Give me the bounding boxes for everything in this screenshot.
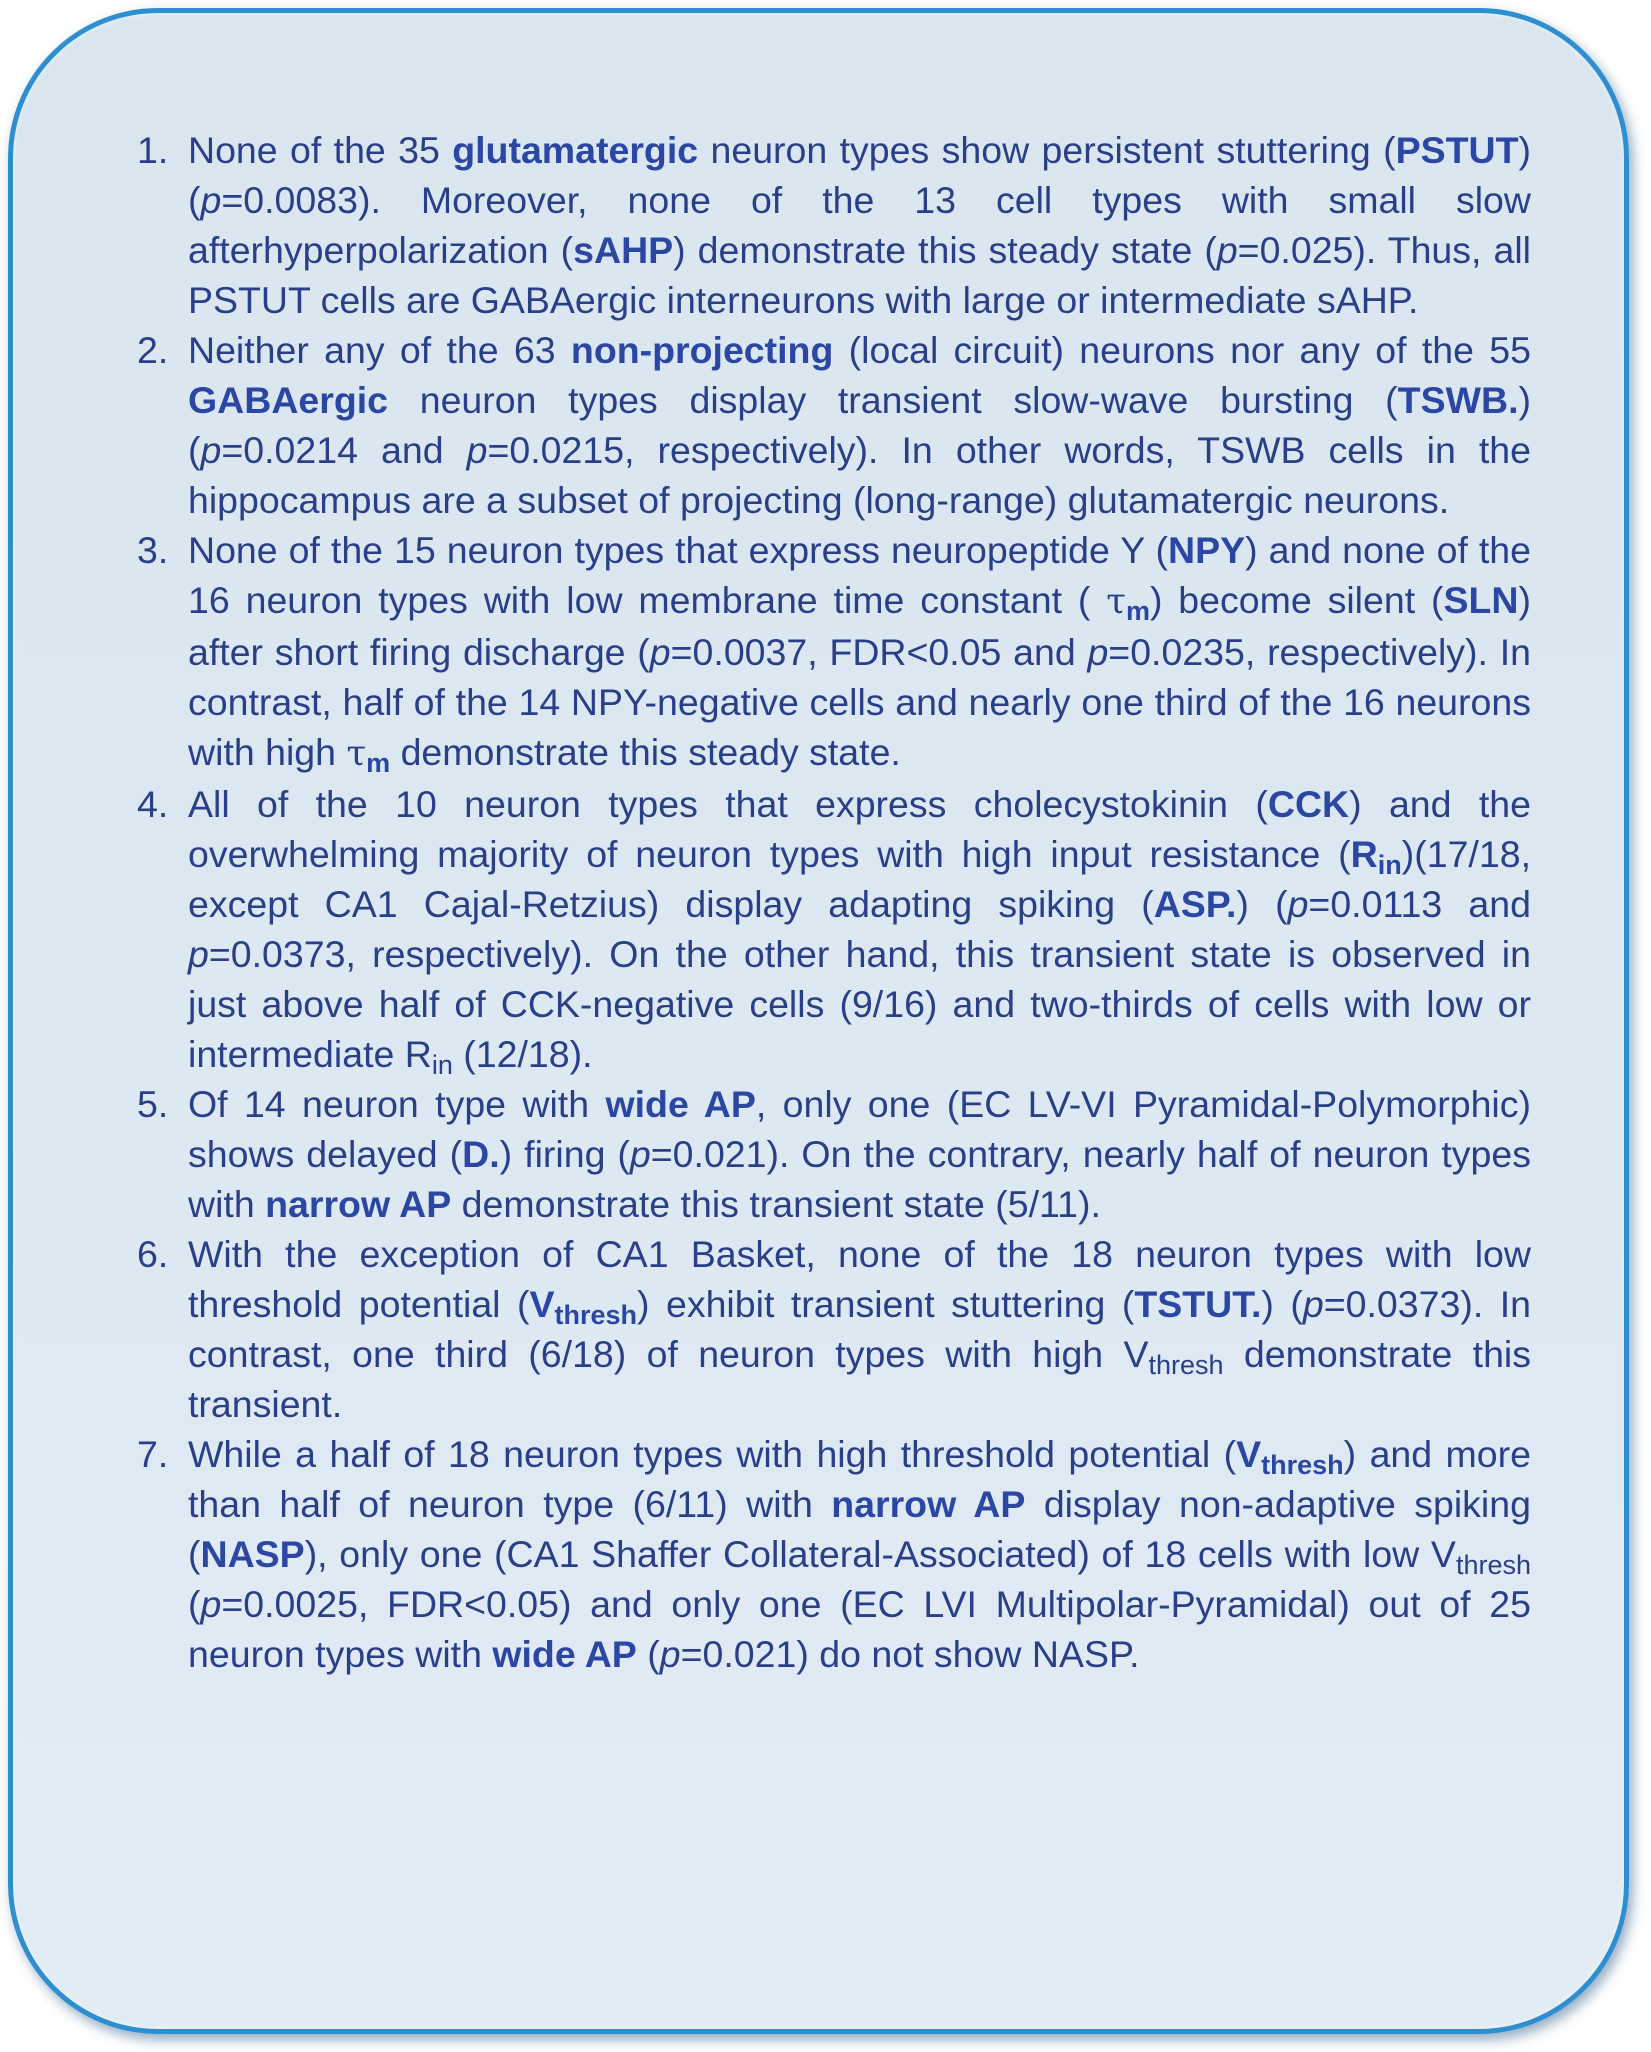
- bold-term: GABAergic: [188, 379, 389, 421]
- text-run: All of the 10 neuron types that express cholecystokinin (: [188, 783, 1268, 825]
- text-run: ) and more than half of neuron type (6/11) with: [188, 1433, 1531, 1525]
- text-run: =0.0113 and: [1308, 883, 1531, 925]
- finding-text: [188, 329, 1531, 521]
- text-run: With the exception of CA1 Basket, none of the 18 neuron types with low threshold potential (: [188, 1233, 1531, 1325]
- text-run: =0.0215, respectively). In other words, TSWB cells in the hippocampus are a subset of projecting (long-range) glutamatergic neurons.: [188, 429, 1531, 521]
- finding-number: 1.: [137, 129, 169, 171]
- subscript: m: [1125, 595, 1150, 626]
- text-run: ) (: [1261, 1283, 1303, 1325]
- text-run: None of the 15 neuron types that express neuropeptide Y (: [188, 529, 1169, 571]
- text-run: ) (: [1236, 883, 1288, 925]
- text-run: ) firing (: [499, 1133, 630, 1175]
- bold-term: sAHP: [573, 229, 674, 271]
- text-run: =0.0083). Moreover, none of the 13 cell types with small slow afterhyperpolarization (: [188, 179, 1531, 271]
- finding-number: 2.: [137, 329, 169, 371]
- text-run: , only one (EC LV-VI Pyramidal-Polymorphic) shows delayed (: [188, 1083, 1531, 1175]
- bold-term: narrow AP: [831, 1483, 1026, 1525]
- text-run: None of the 35: [188, 129, 453, 171]
- finding-number: 5.: [137, 1083, 169, 1125]
- italic-symbol: p: [1087, 631, 1109, 673]
- finding-number: 3.: [137, 529, 169, 571]
- finding-number: 4.: [137, 783, 169, 825]
- italic-symbol: p: [1302, 1283, 1324, 1325]
- text-run: Neither any of the 63: [188, 329, 571, 371]
- bold-term: TSWB.: [1397, 379, 1519, 421]
- bold-term: TSTUT.: [1134, 1283, 1262, 1325]
- text-run: ) after short firing discharge (: [188, 579, 1531, 673]
- italic-symbol: p: [200, 179, 222, 221]
- text-run: =0.0037, FDR<0.05 and: [670, 631, 1088, 673]
- text-run: ) and the overwhelming majority of neuron types with high input resistance (: [188, 783, 1531, 875]
- italic-symbol: p: [200, 429, 222, 471]
- bold-term: NASP: [200, 1533, 305, 1575]
- subscript: thresh: [1148, 1349, 1224, 1380]
- findings-card: [8, 8, 1629, 2034]
- text-run: display non-adaptive spiking (: [188, 1483, 1531, 1575]
- text-run: =0.021) do not show NASP.: [680, 1633, 1140, 1675]
- italic-symbol: p: [629, 1133, 651, 1175]
- text-run: Of 14 neuron type with: [188, 1083, 606, 1125]
- bold-term: wide AP: [605, 1083, 756, 1125]
- finding-item: [137, 1079, 1531, 1229]
- bold-term: V: [529, 1283, 555, 1325]
- tau-symbol: τ: [1106, 581, 1126, 622]
- italic-symbol: p: [466, 429, 488, 471]
- text-run: ) demonstrate this steady state (: [673, 229, 1217, 271]
- italic-symbol: p: [1287, 883, 1309, 925]
- finding-item: [137, 525, 1531, 779]
- text-run: neuron types display transient slow-wave bursting (: [388, 379, 1398, 421]
- bold-term: PSTUT: [1395, 129, 1519, 171]
- finding-text: [188, 1233, 1531, 1425]
- italic-symbol: p: [649, 631, 671, 673]
- text-run: ) (: [188, 379, 1531, 471]
- text-run: =0.0235, respectively). In contrast, half of the 14 NPY-negative cells and nearly one third of the 16 neurons with high: [188, 631, 1531, 773]
- text-run: =0.025). Thus, all PSTUT cells are GABAergic interneurons with large or intermediate sAHP.: [188, 229, 1531, 321]
- bold-term: V: [1236, 1433, 1262, 1475]
- text-run: (: [636, 1633, 660, 1675]
- text-run: While a half of 18 neuron types with high threshold potential (: [188, 1433, 1237, 1475]
- finding-item: [137, 779, 1531, 1079]
- bold-term: D.: [462, 1133, 500, 1175]
- text-run: =0.0373, respectively). On the other hand, this transient state is observed in just above half of CCK-negative cells (9/16) and two-thirds of cells with low or intermediate R: [188, 933, 1531, 1075]
- bold-term: wide AP: [492, 1633, 637, 1675]
- bold-term: SLN: [1443, 579, 1519, 621]
- text-run: demonstrate this transient state (5/11).: [451, 1183, 1101, 1225]
- text-run: ) and none of the 16 neuron types with low membrane time constant (: [188, 529, 1531, 621]
- italic-symbol: p: [1216, 229, 1238, 271]
- bold-term: ASP.: [1153, 883, 1237, 925]
- bold-term: non-projecting: [570, 329, 834, 371]
- bold-term: narrow AP: [265, 1183, 452, 1225]
- text-run: =0.021). On the contrary, nearly half of neuron types with: [188, 1133, 1531, 1225]
- tau-symbol: τ: [346, 733, 367, 774]
- finding-item: [137, 325, 1531, 525]
- bold-term: glutamatergic: [452, 129, 699, 171]
- finding-item: [137, 1229, 1531, 1429]
- text-run: ) exhibit transient stuttering (: [637, 1283, 1135, 1325]
- finding-item: [137, 1429, 1531, 1679]
- text-run: )(17/18, except CA1 Cajal-Retzius) display adapting spiking (: [188, 833, 1531, 925]
- finding-text: [188, 1083, 1531, 1225]
- text-run: (: [188, 1583, 201, 1625]
- findings-list: [137, 125, 1531, 1679]
- subscript: m: [366, 747, 391, 778]
- text-run: demonstrate this transient.: [188, 1333, 1532, 1425]
- text-run: (local circuit) neurons nor any of the 55: [833, 329, 1531, 371]
- text-run: =0.0373). In contrast, one third (6/18) of neuron types with high V: [188, 1283, 1531, 1375]
- finding-text: [188, 783, 1531, 1080]
- text-run: ) become silent (: [1149, 579, 1444, 621]
- italic-symbol: p: [659, 1633, 681, 1675]
- italic-symbol: p: [188, 933, 209, 975]
- finding-item: [137, 125, 1531, 325]
- subscript: in: [431, 1049, 453, 1080]
- finding-text: [188, 129, 1531, 321]
- finding-text: [188, 529, 1531, 778]
- subscript: in: [1377, 849, 1402, 880]
- subscript: thresh: [554, 1299, 638, 1330]
- text-run: demonstrate this steady state.: [390, 731, 901, 773]
- bold-term: CCK: [1267, 783, 1350, 825]
- subscript: thresh: [1455, 1549, 1531, 1580]
- bold-term: NPY: [1168, 529, 1246, 571]
- text-run: neuron types show persistent stuttering (: [698, 129, 1396, 171]
- text-run: (12/18).: [452, 1033, 593, 1075]
- finding-number: 6.: [137, 1233, 169, 1275]
- bold-term: R: [1350, 833, 1378, 875]
- finding-number: 7.: [137, 1433, 169, 1475]
- subscript: thresh: [1261, 1449, 1344, 1480]
- text-run: ) (: [188, 129, 1531, 221]
- text-run: ), only one (CA1 Shaffer Collateral-Associated) of 18 cells with low V: [304, 1533, 1456, 1575]
- text-run: =0.0214 and: [221, 429, 467, 471]
- text-run: =0.0025, FDR<0.05) and only one (EC LVI Multipolar-Pyramidal) out of 25 neuron types with: [188, 1583, 1531, 1675]
- italic-symbol: p: [200, 1583, 222, 1625]
- finding-text: [188, 1433, 1531, 1675]
